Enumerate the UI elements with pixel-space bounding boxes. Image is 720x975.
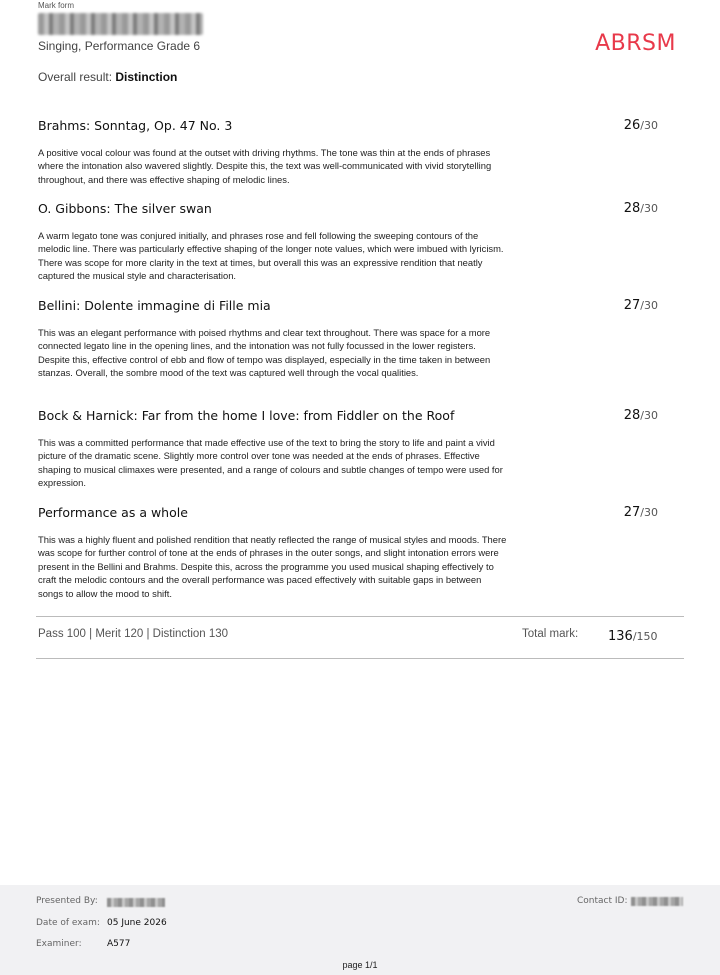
section-title: Bock & Harnick: Far from the home I love: from Fiddler on the Roof xyxy=(38,408,455,423)
mark-max: /30 xyxy=(640,119,658,132)
mark-value: 27 xyxy=(623,298,641,313)
mark-value: 28 xyxy=(623,201,641,216)
mark-form-label: Mark form xyxy=(38,1,74,10)
candidate-name-redacted xyxy=(38,13,203,35)
date-of-exam-value: 05 June 2026 xyxy=(107,918,167,928)
section-mark xyxy=(624,408,658,423)
examiner-value: A577 xyxy=(107,939,131,949)
mark-value: 27 xyxy=(623,505,641,520)
mark-max: /30 xyxy=(640,299,658,312)
section-title: Bellini: Dolente immagine di Fille mia xyxy=(38,298,271,313)
section-title: O. Gibbons: The silver swan xyxy=(38,201,212,216)
grade-thresholds: Pass 100 | Merit 120 | Distinction 130 xyxy=(38,628,229,640)
date-of-exam-label: Date of exam: xyxy=(36,918,100,928)
examiner-label: Examiner: xyxy=(36,939,82,949)
section-mark xyxy=(624,298,658,313)
divider-bottom xyxy=(36,658,684,659)
overall-result-label: Overall result: xyxy=(38,70,113,84)
overall-result xyxy=(38,70,177,84)
section-bock-harnick xyxy=(38,408,668,490)
section-gibbons xyxy=(38,201,668,283)
total-mark-label: Total mark: xyxy=(522,628,579,640)
total-mark-value: 136 xyxy=(608,629,633,644)
mark-value: 26 xyxy=(623,118,641,133)
mark-max: /30 xyxy=(640,506,658,519)
section-performance-whole xyxy=(38,505,668,600)
section-bellini xyxy=(38,298,668,380)
subject-grade: Singing, Performance Grade 6 xyxy=(38,39,201,53)
section-comment: A positive vocal colour was found at the outset with driving rhythms. The tone was thin at the ends of phrases where the intonation also wavered slightly. Despite this, the text was well-communicated with vivid storytelling throughout, and there was effective shaping of melodic lines. xyxy=(38,147,492,185)
divider-top xyxy=(36,616,684,617)
section-mark xyxy=(624,118,658,133)
abrsm-logo: ABRSM xyxy=(595,31,676,56)
section-mark xyxy=(624,505,658,520)
section-title: Brahms: Sonntag, Op. 47 No. 3 xyxy=(38,118,233,133)
presented-by-label: Presented By: xyxy=(36,896,98,906)
section-comment: This was a highly fluent and polished rendition that neatly reflected the range of musical styles and moods. There was scope for further control of tone at the ends of phrases in the outer songs, and slight intonation errors were present in the Bellini and Brahms. Despite this, across the programme you used musical shaping effectively to craft the melodic contours and the overall performance was paced effectively with suitable gaps in between songs to allow the mood to shift. xyxy=(38,534,507,599)
section-title: Performance as a whole xyxy=(38,505,188,520)
section-comment: A warm legato tone was conjured initially, and phrases rose and fell following the sweeping contours of the melodic line. There was particularly effective shaping of the longer note values, which were imbued with lyricism. There was scope for more clarity in the text at times, but overall this was an expressive rendition that neatly captured the musical style and characterisation. xyxy=(38,230,504,282)
mark-max: /30 xyxy=(640,409,658,422)
presented-by-redacted xyxy=(107,898,165,907)
total-mark xyxy=(608,629,658,644)
mark-max: /30 xyxy=(640,202,658,215)
contact-id-redacted xyxy=(631,897,683,906)
mark-value: 28 xyxy=(623,408,641,423)
total-mark-max: /150 xyxy=(632,630,658,643)
section-brahms xyxy=(38,118,668,186)
contact-id-label: Contact ID: xyxy=(577,896,628,906)
overall-result-value: Distinction xyxy=(115,70,178,84)
page-number: page 1/1 xyxy=(342,960,378,970)
section-mark xyxy=(624,201,658,216)
section-comment: This was an elegant performance with poised rhythms and clear text throughout. There was space for a more connected legato line in the opening lines, and the intonation was not fully focussed in the lower registers. Despite this, effective control of ebb and flow of tempo was displayed, especially in the time taken in between stanzas. Overall, the sombre mood of the text was captured well through the vocal qualities. xyxy=(38,327,491,379)
section-comment: This was a committed performance that made effective use of the text to bring the story to life and paint a vivid picture of the dramatic scene. Slightly more control over tone was needed at the ends of phrases. Effective shaping to musical climaxes were presented, and a range of colours and subtle changes of tempo were used for expression. xyxy=(38,437,503,489)
